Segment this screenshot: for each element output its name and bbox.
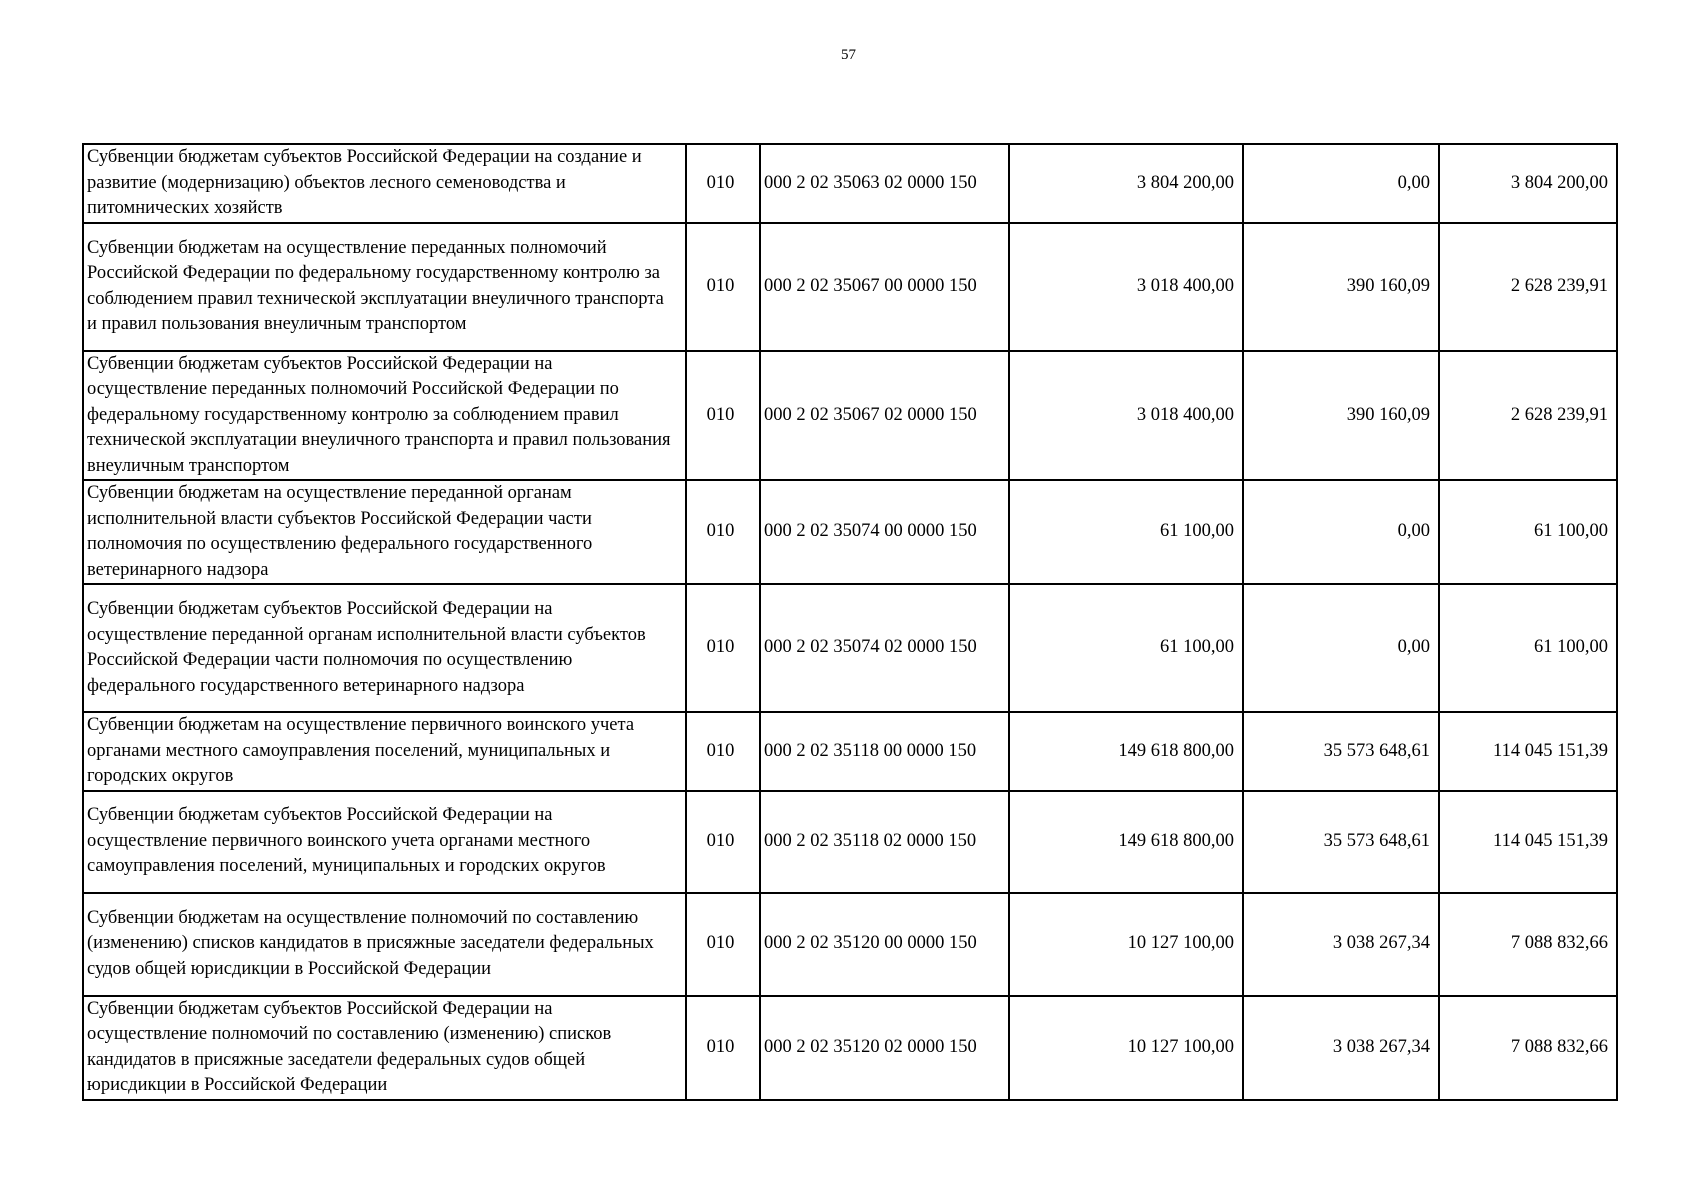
table-row bbox=[83, 223, 1617, 351]
unexecuted-amount-cell: 114 045 151,39 bbox=[1439, 712, 1617, 791]
admin-code-cell: 010 bbox=[686, 791, 760, 893]
approved-amount-cell: 10 127 100,00 bbox=[1009, 996, 1243, 1100]
table-row bbox=[83, 893, 1617, 996]
table-row bbox=[83, 791, 1617, 893]
executed-amount-cell: 3 038 267,34 bbox=[1243, 996, 1439, 1100]
income-code-cell: 000 2 02 35118 02 0000 150 bbox=[760, 791, 1009, 893]
income-code-cell: 000 2 02 35074 00 0000 150 bbox=[760, 480, 1009, 584]
table-row bbox=[83, 480, 1617, 584]
income-code-cell: 000 2 02 35120 00 0000 150 bbox=[760, 893, 1009, 996]
admin-code-cell: 010 bbox=[686, 480, 760, 584]
page-number: 57 bbox=[841, 47, 856, 63]
unexecuted-amount-cell: 3 804 200,00 bbox=[1439, 144, 1617, 223]
revenue-name-cell: Субвенции бюджетам субъектов Российской Федерации на осуществление полномочий по составлению (изменению) списков кандидатов в присяжные заседатели федеральных судов общей юрисдикции в Российской Федерации bbox=[83, 996, 686, 1100]
table-row bbox=[83, 144, 1617, 223]
revenue-name-cell: Субвенции бюджетам субъектов Российской Федерации на осуществление переданных полномочий Российской Федерации по федеральному государственному контролю за соблюдением правил технической эксплуатации внеуличного транспорта и правил пользования внеуличным транспортом bbox=[83, 351, 686, 481]
income-code-cell: 000 2 02 35074 02 0000 150 bbox=[760, 584, 1009, 712]
executed-amount-cell: 390 160,09 bbox=[1243, 351, 1439, 481]
admin-code-cell: 010 bbox=[686, 996, 760, 1100]
table-row bbox=[83, 996, 1617, 1100]
income-code-cell: 000 2 02 35063 02 0000 150 bbox=[760, 144, 1009, 223]
income-code-cell: 000 2 02 35120 02 0000 150 bbox=[760, 996, 1009, 1100]
approved-amount-cell: 3 804 200,00 bbox=[1009, 144, 1243, 223]
table-row bbox=[83, 351, 1617, 481]
approved-amount-cell: 61 100,00 bbox=[1009, 480, 1243, 584]
approved-amount-cell: 149 618 800,00 bbox=[1009, 712, 1243, 791]
revenue-name-cell: Субвенции бюджетам на осуществление переданной органам исполнительной власти субъектов Российской Федерации части полномочия по осуществлению федерального государственного ветеринарного надзора bbox=[83, 480, 686, 584]
approved-amount-cell: 10 127 100,00 bbox=[1009, 893, 1243, 996]
admin-code-cell: 010 bbox=[686, 351, 760, 481]
revenue-name-cell: Субвенции бюджетам субъектов Российской Федерации на осуществление первичного воинского учета органами местного самоуправления поселений, муниципальных и городских округов bbox=[83, 791, 686, 893]
budget-revenue-table bbox=[82, 143, 1618, 1101]
approved-amount-cell: 149 618 800,00 bbox=[1009, 791, 1243, 893]
unexecuted-amount-cell: 2 628 239,91 bbox=[1439, 223, 1617, 351]
unexecuted-amount-cell: 61 100,00 bbox=[1439, 584, 1617, 712]
admin-code-cell: 010 bbox=[686, 584, 760, 712]
income-code-cell: 000 2 02 35118 00 0000 150 bbox=[760, 712, 1009, 791]
revenue-name-cell: Субвенции бюджетам на осуществление первичного воинского учета органами местного самоуправления поселений, муниципальных и городских округов bbox=[83, 712, 686, 791]
unexecuted-amount-cell: 114 045 151,39 bbox=[1439, 791, 1617, 893]
executed-amount-cell: 0,00 bbox=[1243, 480, 1439, 584]
unexecuted-amount-cell: 2 628 239,91 bbox=[1439, 351, 1617, 481]
approved-amount-cell: 61 100,00 bbox=[1009, 584, 1243, 712]
executed-amount-cell: 35 573 648,61 bbox=[1243, 791, 1439, 893]
table-row bbox=[83, 584, 1617, 712]
admin-code-cell: 010 bbox=[686, 223, 760, 351]
income-code-cell: 000 2 02 35067 00 0000 150 bbox=[760, 223, 1009, 351]
income-code-cell: 000 2 02 35067 02 0000 150 bbox=[760, 351, 1009, 481]
revenue-name-cell: Субвенции бюджетам на осуществление полномочий по составлению (изменению) списков кандидатов в присяжные заседатели федеральных судов общей юрисдикции в Российской Федерации bbox=[83, 893, 686, 996]
approved-amount-cell: 3 018 400,00 bbox=[1009, 223, 1243, 351]
executed-amount-cell: 35 573 648,61 bbox=[1243, 712, 1439, 791]
revenue-name-cell: Субвенции бюджетам на осуществление переданных полномочий Российской Федерации по федеральному государственному контролю за соблюдением правил технической эксплуатации внеуличного транспорта и правил пользования внеуличным транспортом bbox=[83, 223, 686, 351]
table-row bbox=[83, 712, 1617, 791]
unexecuted-amount-cell: 7 088 832,66 bbox=[1439, 996, 1617, 1100]
admin-code-cell: 010 bbox=[686, 144, 760, 223]
executed-amount-cell: 0,00 bbox=[1243, 584, 1439, 712]
revenue-name-cell: Субвенции бюджетам субъектов Российской Федерации на осуществление переданной органам исполнительной власти субъектов Российской Федерации части полномочия по осуществлению федерального государственного ветеринарного надзора bbox=[83, 584, 686, 712]
revenue-name-cell: Субвенции бюджетам субъектов Российской Федерации на создание и развитие (модернизацию) объектов лесного семеноводства и питомнических хозяйств bbox=[83, 144, 686, 223]
executed-amount-cell: 0,00 bbox=[1243, 144, 1439, 223]
executed-amount-cell: 3 038 267,34 bbox=[1243, 893, 1439, 996]
unexecuted-amount-cell: 61 100,00 bbox=[1439, 480, 1617, 584]
admin-code-cell: 010 bbox=[686, 893, 760, 996]
executed-amount-cell: 390 160,09 bbox=[1243, 223, 1439, 351]
unexecuted-amount-cell: 7 088 832,66 bbox=[1439, 893, 1617, 996]
admin-code-cell: 010 bbox=[686, 712, 760, 791]
approved-amount-cell: 3 018 400,00 bbox=[1009, 351, 1243, 481]
